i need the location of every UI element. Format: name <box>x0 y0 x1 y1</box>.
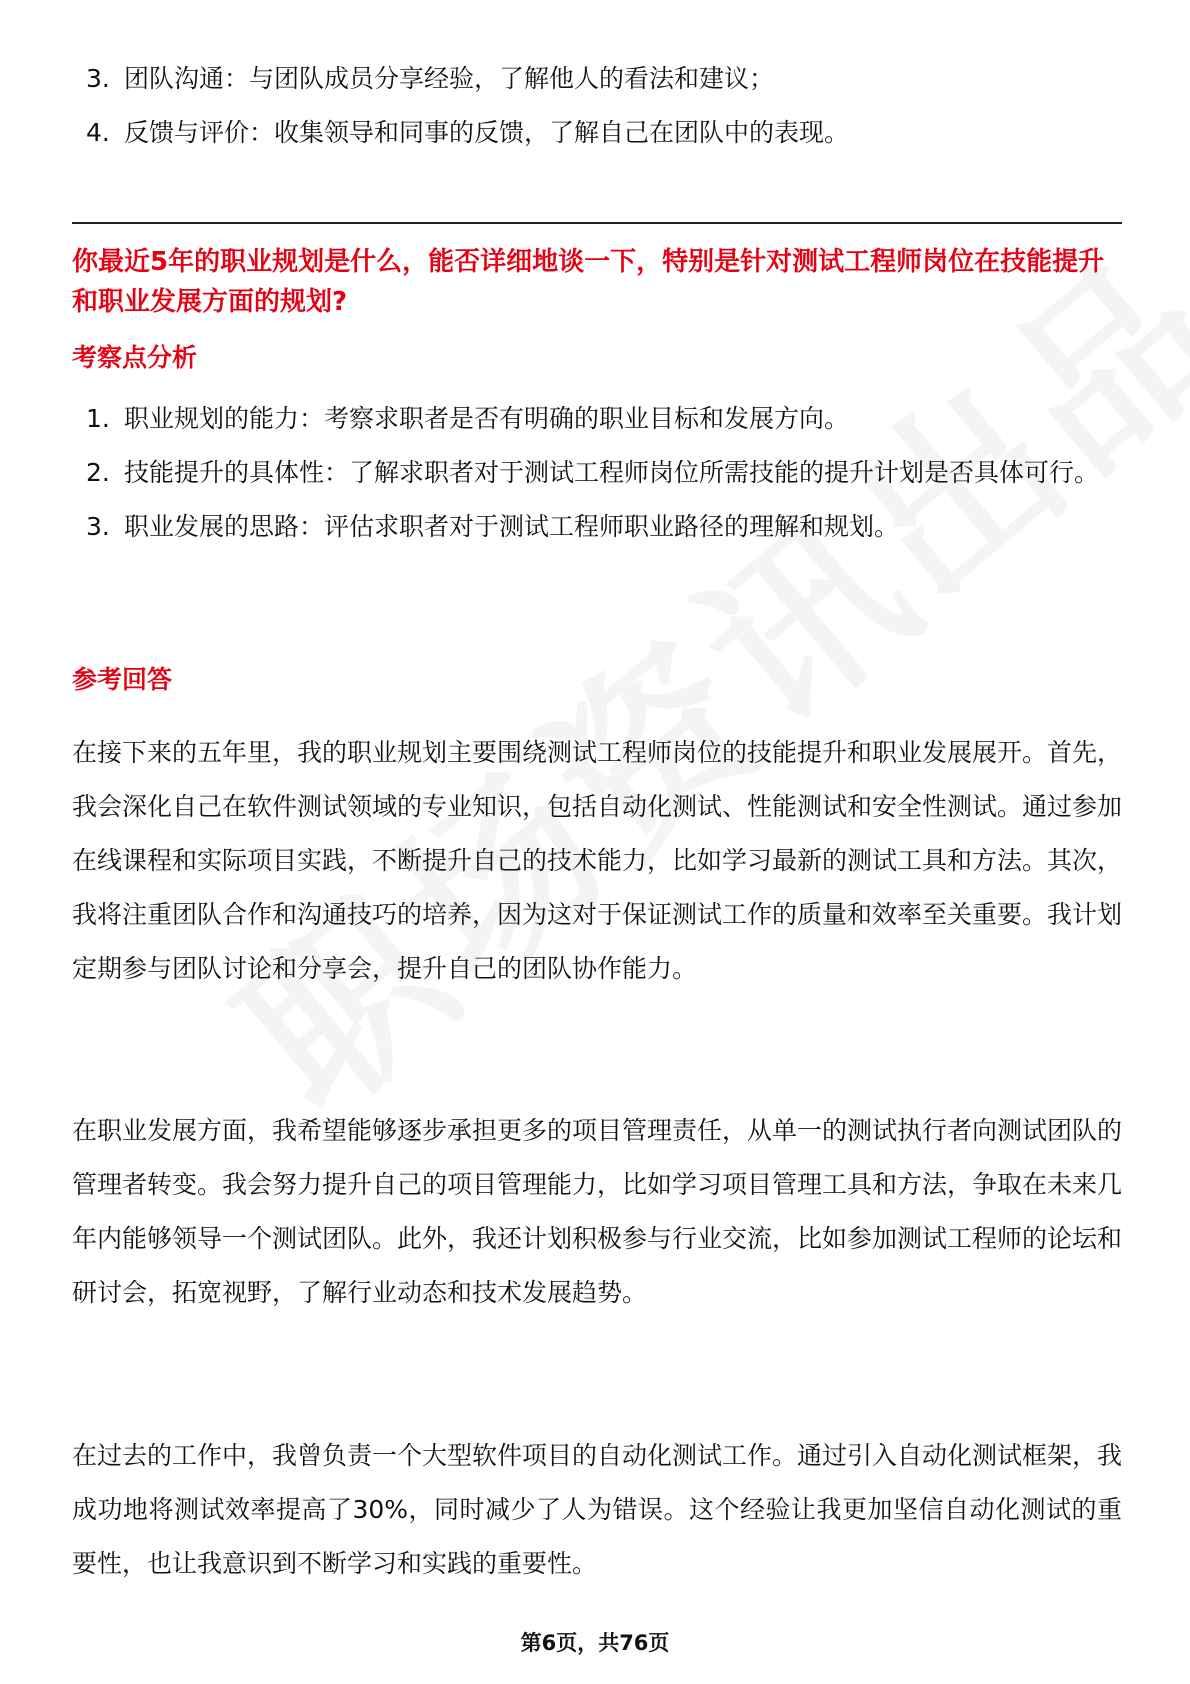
list-number: 2. <box>86 458 110 487</box>
list-item <box>72 106 1122 160</box>
list-text: 反馈与评价：收集领导和同事的反馈，了解自己在团队中的表现。 <box>124 118 850 147</box>
list-item <box>72 392 1122 446</box>
question-heading: 你最近5年的职业规划是什么，能否详细地谈一下，特别是针对测试工程师岗位在技能提升和职业发展方面的规划? <box>72 247 1105 317</box>
answer-paragraph: 在过去的工作中，我曾负责一个大型软件项目的自动化测试工作。通过引入自动化测试框架，我成功地将测试效率提高了30%，同时减少了人为错误。这个经验让我更加坚信自动化测试的重要性，也让我意识到不断学习和实践的重要性。 <box>72 1441 1123 1578</box>
list-item <box>72 52 1122 106</box>
list-item <box>72 500 1122 554</box>
page-number-footer: 第6页，共76页 <box>520 1631 670 1655</box>
answer-paragraph: 在职业发展方面，我希望能够逐步承担更多的项目管理责任，从单一的测试执行者向测试团队的管理者转变。我会努力提升自己的项目管理能力，比如学习项目管理工具和方法，争取在未来几年内能够领导一个测试团队。此外，我还计划积极参与行业交流，比如参加测试工程师的论坛和研讨会，拓宽视野，了解行业动态和技术发展趋势。 <box>72 1116 1123 1307</box>
answer-paragraph: 在接下来的五年里，我的职业规划主要围绕测试工程师岗位的技能提升和职业发展展开。首先，我会深化自己在软件测试领域的专业知识，包括自动化测试、性能测试和安全性测试。通过参加在线课程和实际项目实践，不断提升自己的技术能力，比如学习最新的测试工具和方法。其次，我将注重团队合作和沟通技巧的培养，因为这对于保证测试工作的质量和效率至关重要。我计划定期参与团队讨论和分享会，提升自己的团队协作能力。 <box>72 738 1123 983</box>
list-text: 职业发展的思路：评估求职者对于测试工程师职业路径的理解和规划。 <box>124 512 900 541</box>
list-number: 4. <box>86 118 110 147</box>
list-text: 技能提升的具体性：了解求职者对于测试工程师岗位所需技能的提升计划是否具体可行。 <box>124 458 1100 487</box>
top-numbered-list <box>72 52 1122 160</box>
list-number: 3. <box>86 64 110 93</box>
list-number: 1. <box>86 404 110 433</box>
list-number: 3. <box>86 512 110 541</box>
list-item <box>72 446 1122 500</box>
list-text: 职业规划的能力：考察求职者是否有明确的职业目标和发展方向。 <box>124 404 850 433</box>
analysis-numbered-list <box>72 392 1122 554</box>
analysis-heading: 考察点分析 <box>72 343 198 372</box>
section-divider <box>72 222 1122 224</box>
answer-heading: 参考回答 <box>72 665 173 694</box>
list-text: 团队沟通：与团队成员分享经验，了解他人的看法和建议； <box>124 64 775 93</box>
